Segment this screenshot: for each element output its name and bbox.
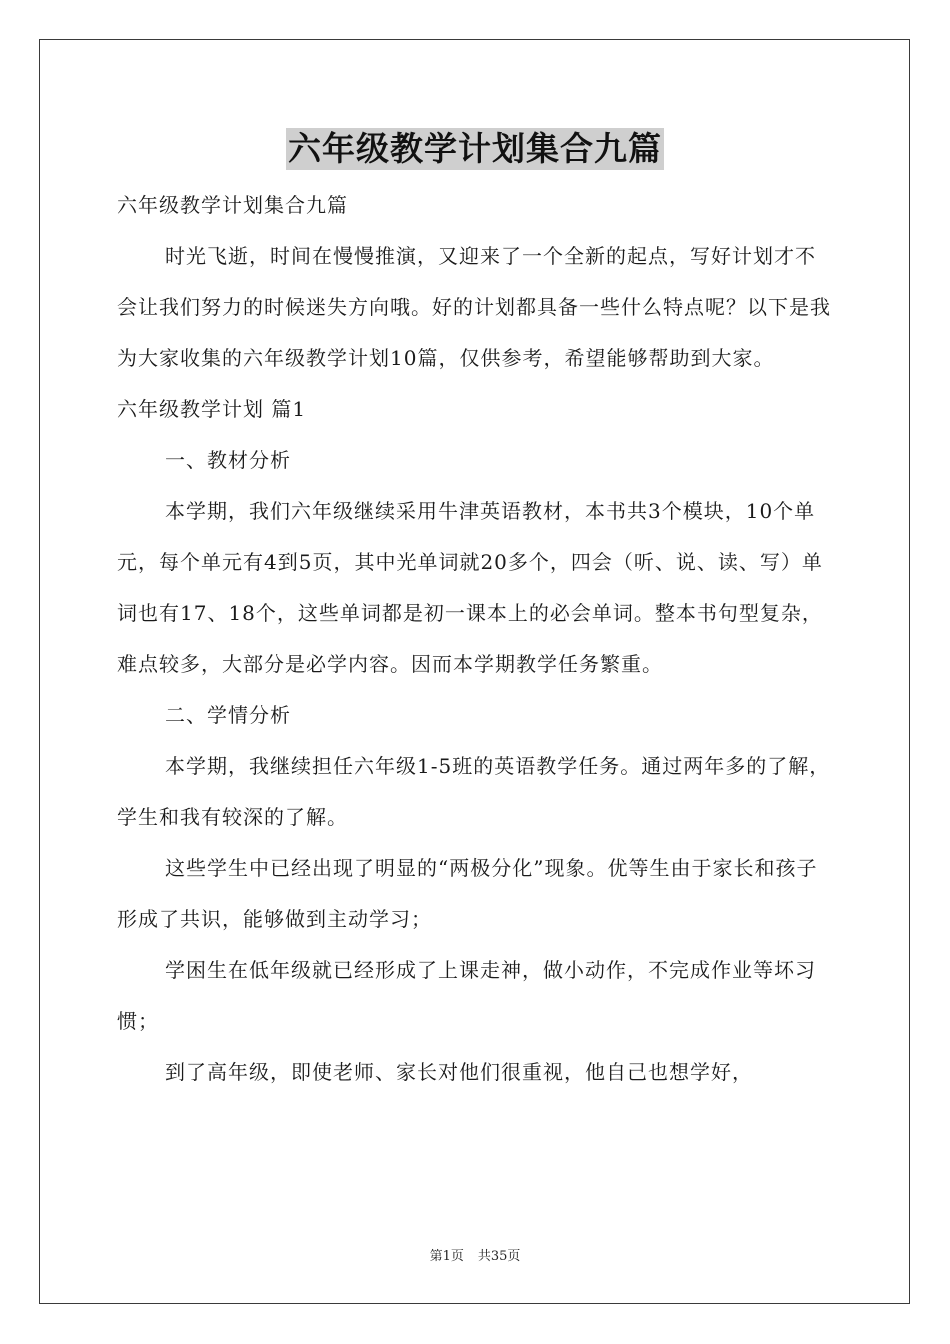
document-body xyxy=(117,180,835,1098)
paragraph: 六年级教学计划集合九篇 xyxy=(117,193,348,217)
paragraph: 学困生在低年级就已经形成了上课走神，做小动作，不完成作业等坏习惯； xyxy=(117,958,816,1033)
paragraph: 到了高年级，即使老师、家长对他们很重视，他自己也想学好， xyxy=(165,1060,753,1084)
page-footer xyxy=(0,1248,950,1266)
title-container xyxy=(0,128,950,170)
page-total: 共35页 xyxy=(477,1249,521,1264)
document-title: 六年级教学计划集合九篇 xyxy=(288,129,662,168)
paragraph: 本学期，我们六年级继续采用牛津英语教材，本书共3个模块，10个单元，每个单元有4到5页，其中光单词就20多个，四会（听、说、读、写）单词也有17、18个，这些单词都是初一课本上的必会单词。整本书句型复杂，难点较多，大部分是必学内容。因而本学期教学任务繁重。 xyxy=(117,499,823,676)
paragraph: 六年级教学计划 篇1 xyxy=(117,397,307,421)
paragraph: 这些学生中已经出现了明显的“两极分化”现象。优等生由于家长和孩子形成了共识，能够做到主动学习； xyxy=(117,856,818,931)
paragraph: 二、学情分析 xyxy=(165,703,291,727)
paragraph: 一、教材分析 xyxy=(165,448,291,472)
paragraph: 时光飞逝，时间在慢慢推演，又迎来了一个全新的起点，写好计划才不会让我们努力的时候迷失方向哦。好的计划都具备一些什么特点呢？以下是我为大家收集的六年级教学计划10篇，仅供参考，希望能够帮助到大家。 xyxy=(117,244,831,370)
paragraph: 本学期，我继续担任六年级1-5班的英语教学任务。通过两年多的了解，学生和我有较深的了解。 xyxy=(117,754,831,829)
page-number: 第1页 xyxy=(429,1249,464,1264)
